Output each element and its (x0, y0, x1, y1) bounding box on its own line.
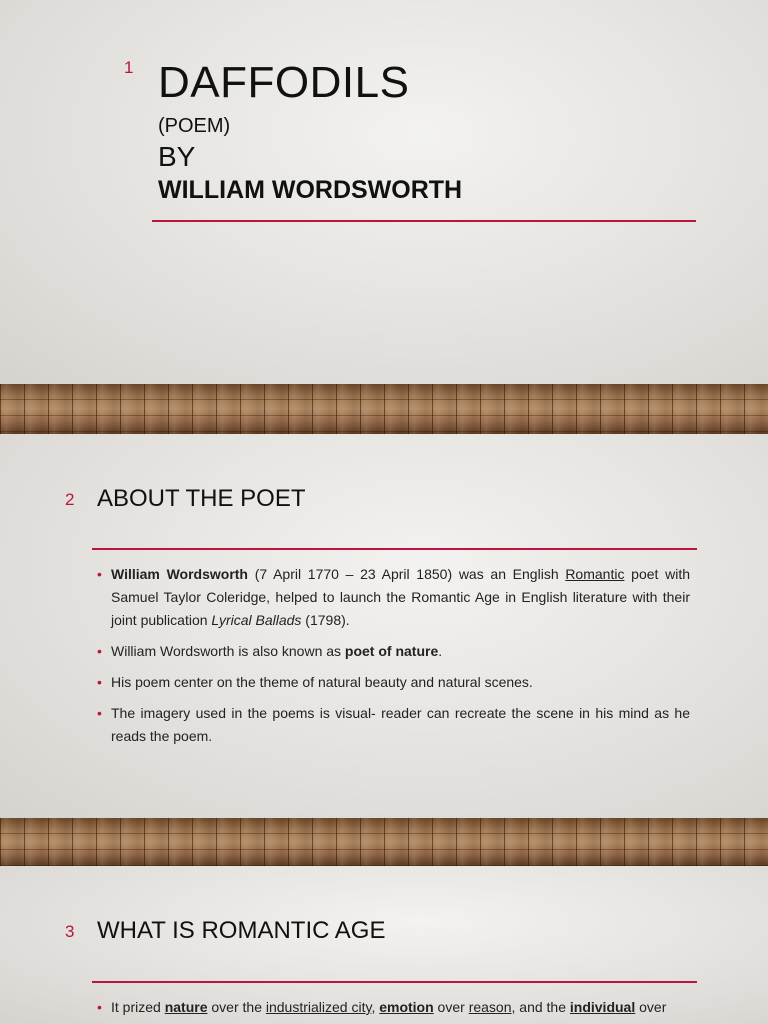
bullet-text: . (438, 643, 443, 659)
bold-phrase: poet of nature (344, 643, 439, 659)
bullet-list (97, 996, 690, 1024)
bullet-text: William Wordsworth is also known as (111, 643, 345, 659)
slide-3 (0, 866, 768, 1024)
list-item (97, 563, 690, 632)
slide-title: DAFFODILS (158, 58, 410, 107)
slide-subtitle: (POEM) (158, 115, 231, 137)
slide-by-line: BY (158, 141, 196, 172)
wood-floor-divider (0, 818, 768, 866)
slide-2 (0, 434, 768, 818)
heading-divider (92, 548, 697, 550)
list-item (97, 996, 690, 1019)
slide-1 (0, 0, 768, 384)
bullet-list (97, 563, 690, 756)
poet-name: William Wordsworth (111, 566, 248, 582)
list-item (97, 640, 690, 663)
slide-heading: ABOUT THE POET (97, 485, 306, 512)
key-word: emotion (379, 999, 434, 1015)
slide-number: 3 (65, 922, 75, 941)
slide-number: 2 (65, 490, 75, 509)
key-word: nature (164, 999, 208, 1015)
key-word: industrialized city (265, 999, 372, 1015)
bullet-text: (7 April 1770 – 23 April 1850) was an English (248, 566, 566, 582)
list-item: • The imagery used in the poems is visual- reader can recreate the scene in his mind as he reads the poem. (97, 702, 690, 748)
slide-heading: WHAT IS ROMANTIC AGE (97, 917, 386, 944)
bullet-text: over (635, 999, 667, 1015)
bullet-text: , and the (511, 999, 570, 1015)
bullet-text: (1798). (301, 612, 350, 628)
slide-number: 1 (124, 58, 134, 77)
slide-author: WILLIAM WORDSWORTH (158, 176, 463, 204)
heading-divider (92, 981, 697, 983)
key-word: reason (468, 999, 512, 1015)
wood-floor-divider (0, 384, 768, 434)
list-item: • His poem center on the theme of natural beauty and natural scenes. (97, 671, 690, 694)
bullet-text: over the (207, 999, 266, 1015)
bullet-text: poet with Samuel Taylor Coleridge, helped to launch the Romantic Age in English literature with their joint publication (111, 566, 690, 628)
bullet-text: It prized (111, 999, 165, 1015)
key-word: individual (569, 999, 636, 1015)
work-title: Lyrical Ballads (211, 612, 302, 628)
romantic-link[interactable]: Romantic (565, 566, 625, 582)
title-divider (152, 220, 696, 222)
bullet-text: over (433, 999, 469, 1015)
bullet-text: , (371, 999, 380, 1015)
